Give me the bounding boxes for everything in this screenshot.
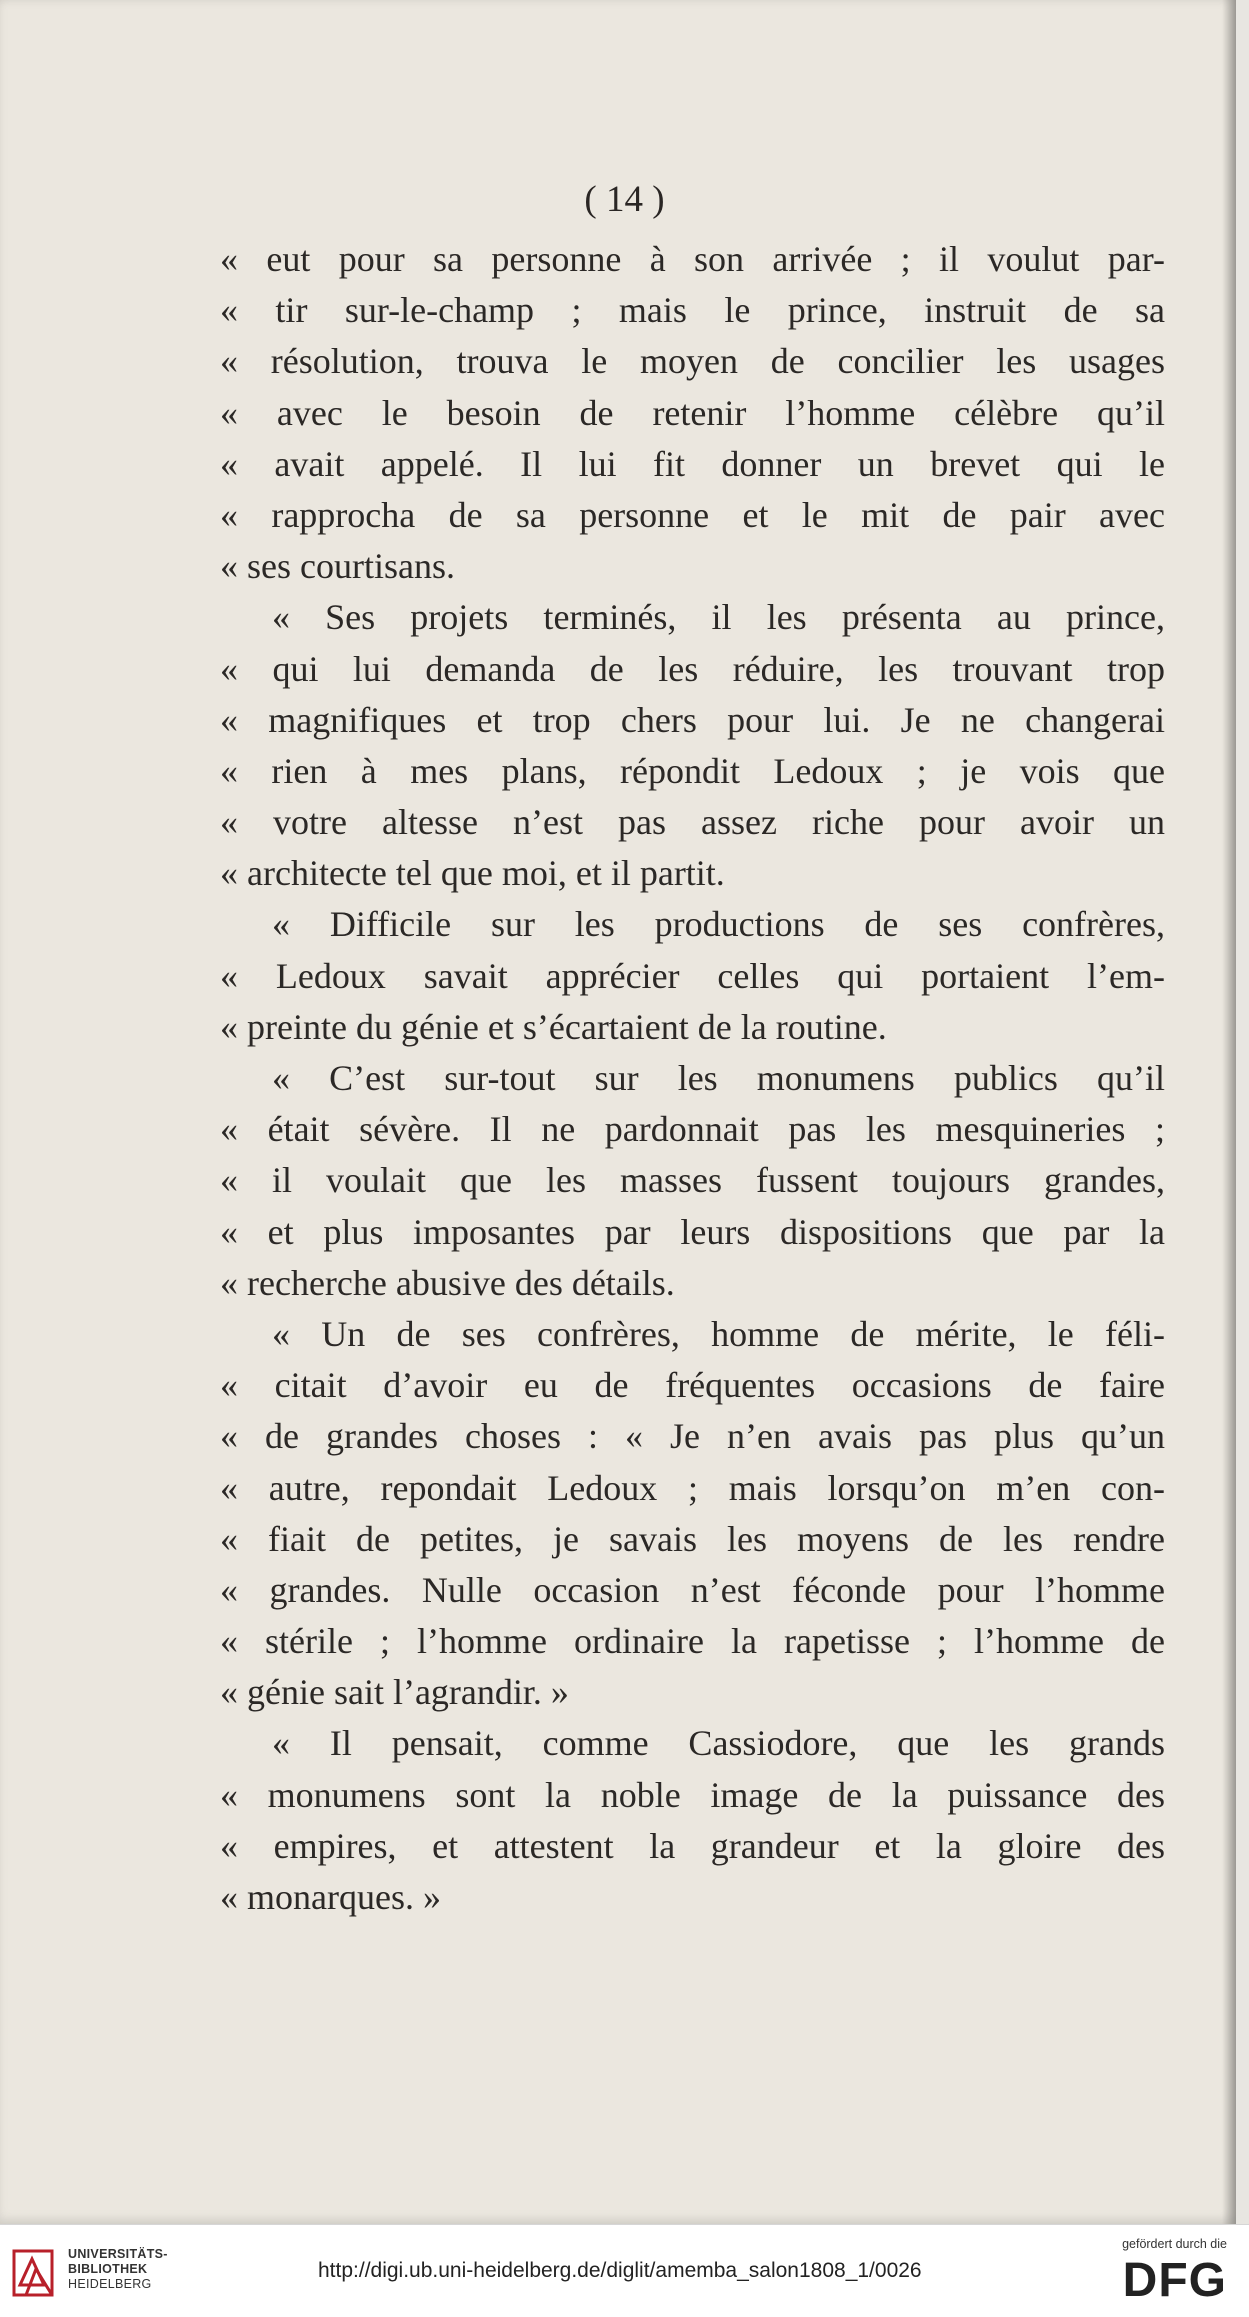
text-line: « il voulait que les masses fussent toujours grandes, [220, 1160, 1165, 1201]
text-line: « avait appelé. Il lui fit donner un brevet qui le [220, 443, 1165, 484]
body-text [220, 234, 1165, 1923]
text-line: « avec le besoin de retenir l’homme célèbre qu’il [220, 392, 1165, 433]
text-line: « rien à mes plans, répondit Ledoux ; je vois que [220, 750, 1165, 791]
text-line: « rapprocha de sa personne et le mit de pair avec [220, 494, 1165, 535]
text-line: « C’est sur-tout sur les monumens publics qu’il [272, 1058, 1165, 1098]
text-line: « recherche abusive des détails. [220, 1262, 675, 1303]
dfg-logo: DFG [1122, 2254, 1227, 2307]
text-line: « empires, et attestent la grandeur et la gloire des [220, 1825, 1165, 1866]
text-line: « ses courtisans. [220, 546, 455, 587]
page-number: ( 14 ) [584, 179, 665, 220]
viewer-footer [0, 2224, 1249, 2317]
text-line: « et plus imposantes par leurs dispositions que par la [220, 1211, 1165, 1252]
text-line: « qui lui demanda de les réduire, les trouvant trop [220, 648, 1165, 689]
text-line: « était sévère. Il ne pardonnait pas les mesquineries ; [220, 1109, 1165, 1150]
text-line: « Il pensait, comme Cassiodore, que les grands [272, 1723, 1165, 1764]
text-line: « autre, repondait Ledoux ; mais lorsqu’on m’en con- [220, 1467, 1165, 1508]
text-line: « génie sait l’agrandir. » [220, 1672, 569, 1713]
text-line: « preinte du génie et s’écartaient de la routine. [220, 1006, 887, 1047]
text-line: « de grandes choses : « Je n’en avais pas plus qu’un [220, 1416, 1165, 1457]
text-line: « Ledoux savait apprécier celles qui portaient l’em- [220, 955, 1165, 996]
permalink-url[interactable]: http://digi.ub.uni-heidelberg.de/diglit/amemba_salon1808_1/0026 [318, 2259, 922, 2282]
university-library-logo-icon [12, 2249, 60, 2301]
text-line: « Difficile sur les productions de ses confrères, [272, 904, 1165, 945]
text-line: « monumens sont la noble image de la puissance des [220, 1774, 1165, 1815]
text-line: « architecte tel que moi, et il partit. [220, 853, 725, 894]
text-line: « monarques. » [220, 1877, 441, 1917]
library-name-line-3: HEIDELBERG [68, 2277, 152, 2291]
text-line: « stérile ; l’homme ordinaire la rapetisse ; l’homme de [220, 1621, 1165, 1662]
text-line: « votre altesse n’est pas assez riche pour avoir un [220, 802, 1165, 843]
text-line: « eut pour sa personne à son arrivée ; il voulut par- [220, 239, 1165, 279]
library-name [68, 2247, 168, 2292]
text-line: « Ses projets terminés, il les présenta au prince, [272, 597, 1165, 638]
library-name-line-2: BIBLIOTHEK [68, 2262, 148, 2276]
text-line: « fiait de petites, je savais les moyens de les rendre [220, 1518, 1165, 1559]
text-line: « Un de ses confrères, homme de mérite, le féli- [272, 1313, 1165, 1354]
library-name-line-1: UNIVERSITÄTS- [68, 2247, 168, 2261]
text-line: « résolution, trouva le moyen de concilier les usages [220, 341, 1165, 382]
text-line: « magnifiques et trop chers pour lui. Je ne changerai [220, 699, 1165, 740]
text-line: « tir sur-le-champ ; mais le prince, instruit de sa [220, 290, 1165, 331]
text-line: « grandes. Nulle occasion n’est féconde pour l’homme [220, 1569, 1165, 1610]
funded-by-label: gefördert durch die [1122, 2237, 1227, 2251]
text-line: « citait d’avoir eu de fréquentes occasions de faire [220, 1365, 1165, 1406]
